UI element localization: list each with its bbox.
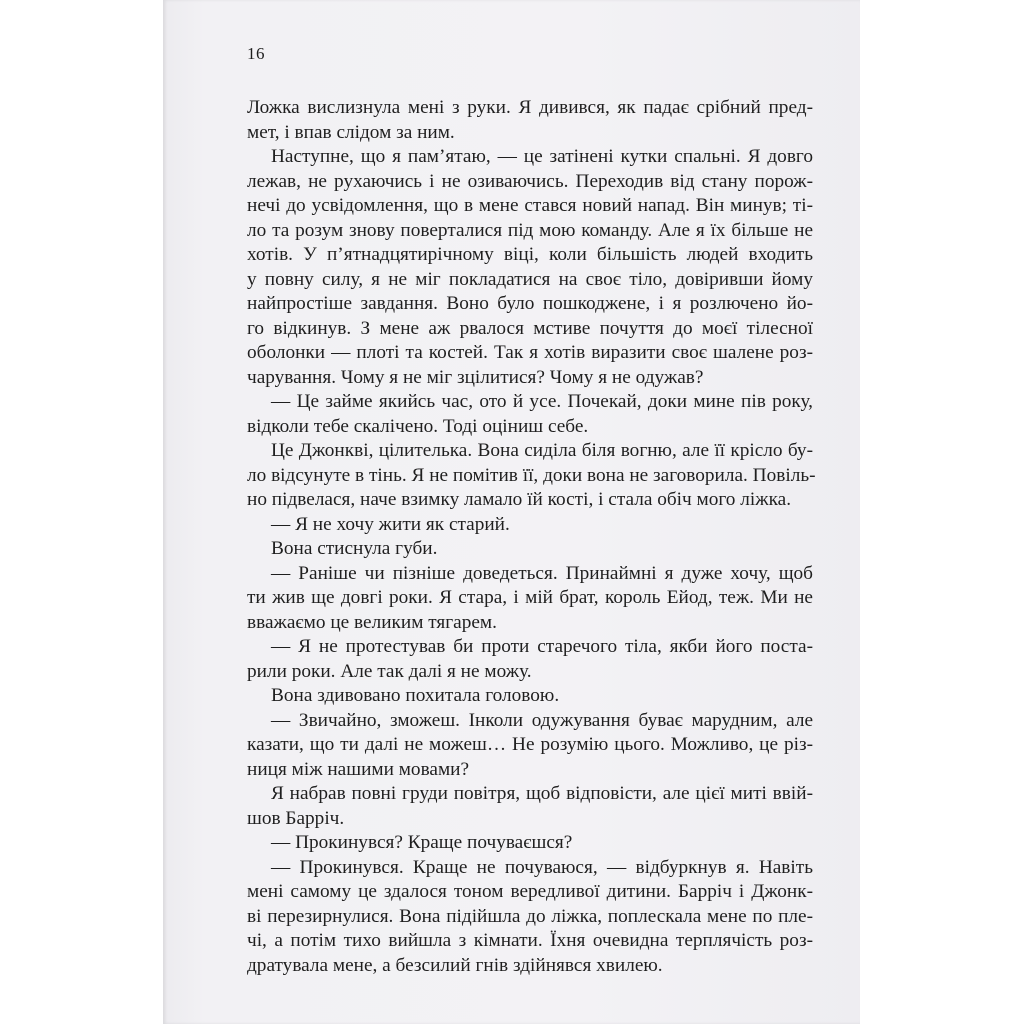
text-line: дратувала мене, а безсилий гнів здійнявся хвилею. bbox=[247, 954, 663, 976]
text-line: — Раніше чи пізніше доведеться. Принаймні я дуже хочу, щоб bbox=[271, 562, 813, 584]
body-text bbox=[247, 96, 816, 978]
text-line: найпростіше завдання. Воно було пошкоджене, і я розлючено йо- bbox=[247, 293, 813, 314]
text-line: — Прокинувся. Краще не почуваюся, — відбуркнув я. Навіть bbox=[271, 856, 813, 878]
text-line: но підвелася, наче взимку ламало їй кості, і стала обіч мого ліжка. bbox=[247, 489, 792, 510]
text-line: мет, і впав слідом за ним. bbox=[247, 121, 455, 143]
text-line: ві перезирнулися. Вона підійшла до ліжка, поплескала мене по пле- bbox=[247, 905, 813, 927]
text-line: ло відсунуте в тінь. Я не помітив її, доки вона не заговорила. Повіль- bbox=[247, 464, 816, 486]
text-line: Вона стиснула губи. bbox=[271, 538, 438, 559]
text-line: чі, а потім тихо вийшла з кімнати. Їхня очевидна терплячість роз- bbox=[247, 930, 813, 951]
page-number: 16 bbox=[247, 44, 265, 63]
text-line: ниця між нашими мовами? bbox=[247, 758, 470, 780]
text-line: оболонки — плоті та костей. Так я хотів виразити своє шалене роз- bbox=[247, 342, 813, 363]
text-line: відколи тебе скалічено. Тоді оціниш себе. bbox=[247, 415, 589, 437]
text-line: Ложка вислизнула мені з руки. Я дивився, як падає срібний пред- bbox=[247, 97, 813, 118]
text-line: мені самому це здалося тоном вередливої дитини. Барріч і Джонк- bbox=[247, 881, 813, 902]
text-line: Я набрав повні груди повітря, щоб відповісти, але цієї миті ввій- bbox=[271, 783, 813, 804]
text-line: — Це займе якийсь час, ото й усе. Почекай, доки мине пів року, bbox=[271, 391, 813, 412]
text-line: — Я не хочу жити як старий. bbox=[271, 513, 510, 535]
text-line: го відкинув. З мене аж рвалося мстиве почуття до моєї тілесної bbox=[247, 317, 813, 339]
text-line: — Прокинувся? Краще почуваєшся? bbox=[271, 832, 573, 853]
text-line: чарування. Чому я не міг зцілитися? Чому я не одужав? bbox=[247, 366, 704, 388]
text-line: ти жив ще довгі роки. Я стара, і мій брат, король Ейод, теж. Ми не bbox=[247, 587, 813, 608]
book-page bbox=[163, 0, 860, 1024]
text-line: — Я не протестував би проти старечого тіла, якби його поста- bbox=[271, 636, 813, 657]
text-line: казати, що ти далі не можеш… Не розумію цього. Можливо, це різ- bbox=[247, 734, 813, 755]
text-line: рили роки. Але так далі я не можу. bbox=[247, 660, 532, 682]
text-line: у повну силу, я не міг покладатися на своє тіло, довіривши йому bbox=[247, 268, 813, 290]
text-line: Наступне, що я пам’ятаю, — це затінені кутки спальні. Я довго bbox=[271, 146, 813, 167]
text-line: шов Барріч. bbox=[247, 807, 345, 829]
text-line: — Звичайно, зможеш. Інколи одужування буває марудним, але bbox=[271, 709, 813, 731]
text-line: ло та розум знову поверталися під мою команду. Але я їх більше не bbox=[247, 219, 813, 241]
text-line: хотів. У п’ятнадцятирічному віці, коли більшість людей входить bbox=[247, 244, 813, 265]
text-line: вважаємо це великим тягарем. bbox=[247, 611, 497, 633]
text-line: Це Джонкві, цілителька. Вона сиділа біля вогню, але її крісло бу- bbox=[271, 440, 813, 461]
text-line: лежав, не рухаючись і не озиваючись. Переходив від стану порож- bbox=[247, 170, 813, 192]
text-line: Вона здивовано похитала головою. bbox=[271, 685, 560, 706]
text-line: нечі до усвідомлення, що в мене стався новий напад. Він минув; ті- bbox=[247, 195, 813, 216]
